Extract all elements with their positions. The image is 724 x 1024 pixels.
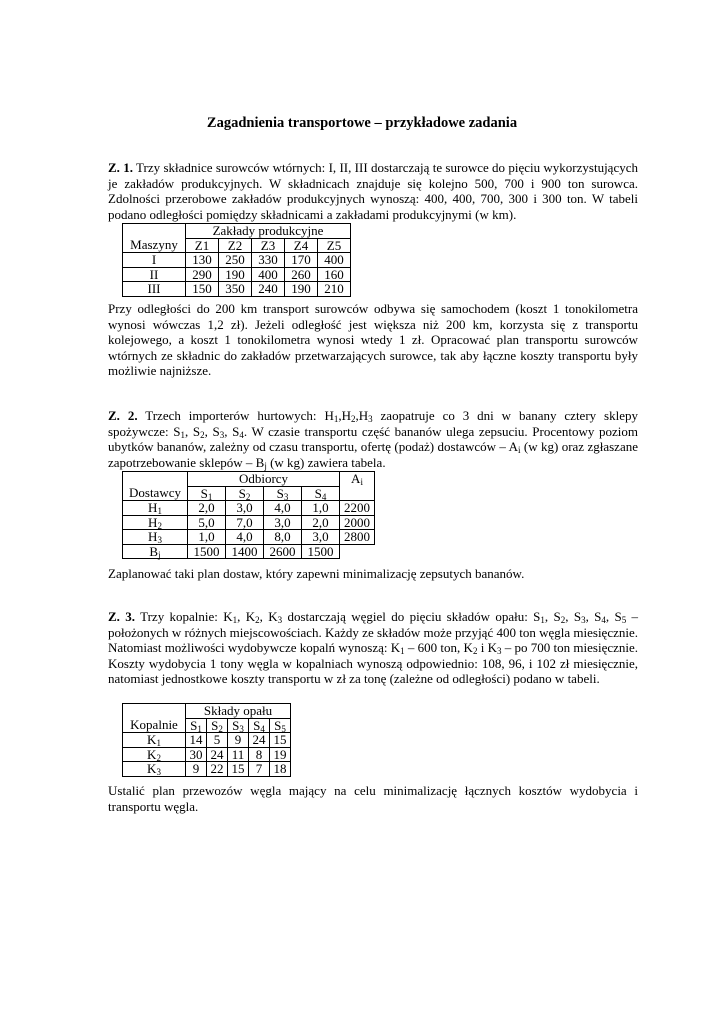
z2-supply: 2000 <box>340 515 375 530</box>
z2-cell: 8,0 <box>264 530 302 545</box>
z3-group-header: Składy opału <box>186 704 291 719</box>
z1-cell: 170 <box>285 253 318 268</box>
z2-row-letter: H <box>148 529 158 544</box>
z3-col-header <box>186 718 207 733</box>
z2-cell: 3,0 <box>302 530 340 545</box>
z3-col-header <box>249 718 270 733</box>
z2-col-letter: S <box>276 485 284 501</box>
z1-cell: 160 <box>318 267 351 282</box>
z3-col-header <box>207 718 228 733</box>
z2-col-header <box>226 486 264 501</box>
subscript: 3 <box>496 646 502 656</box>
z1-cell: 290 <box>186 267 219 282</box>
z2-text: . W czasie transportu część bananów ulega zepsuciu. Procentowy poziom ubytków bananów, zależny od czasu transportu, ofertę (podaż) dostawców – A <box>108 423 638 454</box>
subscript: 2 <box>560 615 566 625</box>
z2-cell: 4,0 <box>264 501 302 516</box>
z2-col-letter: S <box>314 485 322 501</box>
z3-text: , K <box>259 609 278 624</box>
z3-text: , S <box>585 609 602 624</box>
subscript: 2 <box>156 752 161 763</box>
subscript: 3 <box>239 723 244 734</box>
z3-cell: 24 <box>207 747 228 762</box>
table-row <box>123 733 291 748</box>
subscript: 1 <box>333 414 339 424</box>
subscript: 3 <box>219 429 225 440</box>
subscript: 5 <box>621 615 627 625</box>
z3-col-header <box>228 718 249 733</box>
page-title: Zagadnienia transportowe – przykładowe zadania <box>206 115 518 131</box>
z2-col-header <box>264 486 302 501</box>
z2-supply: 2200 <box>340 501 375 516</box>
subscript: 5 <box>281 723 286 734</box>
z1-col-header: Z1 <box>186 238 219 253</box>
z3-cell: 8 <box>249 747 270 762</box>
z2-col-header <box>188 486 226 501</box>
z3-text: , K <box>237 609 256 624</box>
z1-cell: 190 <box>219 267 252 282</box>
subscript: 3 <box>277 615 283 625</box>
z1-row-label: II <box>123 267 186 282</box>
subscript: 1 <box>197 723 202 734</box>
z2-supply-blank <box>340 486 375 501</box>
z2-demand-label <box>123 544 188 559</box>
z2-cell: 7,0 <box>226 515 264 530</box>
table-row <box>123 267 351 282</box>
z1-row-label: III <box>123 282 186 297</box>
table-row <box>123 282 351 297</box>
z3-text: i K <box>477 640 497 655</box>
z1-col-header: Z3 <box>252 238 285 253</box>
z1-row-header: Maszyny <box>123 238 186 253</box>
z2-col-letter: S <box>238 485 246 501</box>
table-row <box>123 762 291 777</box>
z2-label: Z. 2. <box>108 408 138 423</box>
z1-cell: 400 <box>318 253 351 268</box>
z2-row-label <box>123 515 188 530</box>
z2-cell: 3,0 <box>264 515 302 530</box>
z2-col-letter: S <box>200 485 208 501</box>
z2-demand-letter: B <box>149 543 159 559</box>
z3-intro <box>108 609 638 687</box>
z3-cell: 30 <box>186 747 207 762</box>
subscript: 3 <box>157 535 162 545</box>
z2-row-letter: H <box>148 500 158 515</box>
z2-demand: 1500 <box>302 544 340 559</box>
subscript: 2 <box>245 491 251 502</box>
z3-row-label <box>123 762 186 777</box>
z3-cell: 22 <box>207 762 228 777</box>
z1-col-header: Z2 <box>219 238 252 253</box>
z2-demand: 1400 <box>226 544 264 559</box>
z2-row-header: Dostawcy <box>123 486 188 501</box>
z3-cell: 11 <box>228 747 249 762</box>
z2-demand: 1500 <box>188 544 226 559</box>
subscript: 2 <box>157 520 162 531</box>
z1-outro: Przy odległości do 200 km transport surowców odbywa się samochodem (koszt 1 tonokilometra wynosi wówczas 1,2 zł). Jeżeli odległość jest większa niż 200 km, korzysta się z transportu kolejowego, a koszt 1 tonokilometra wynosi wtedy 1 zł. Opracować plan transportu surowców wtórnych ze składnic do zakładów przetwarzających surowce, tak aby łączne koszty transportu były możliwie najniższe. <box>108 301 638 378</box>
z3-cell: 5 <box>207 733 228 748</box>
z1-group-header: Zakłady produkcyjne <box>186 224 351 239</box>
z3-col-letter: S <box>232 717 240 733</box>
z1-cell: 350 <box>219 282 252 297</box>
subscript: 4 <box>601 615 606 625</box>
table-row <box>123 747 291 762</box>
z3-table <box>122 703 291 777</box>
z2-col-header <box>302 486 340 501</box>
z1-table <box>122 223 351 297</box>
z2-text: , S <box>185 423 201 439</box>
z2-cell: 2,0 <box>302 515 340 530</box>
z1-intro <box>108 160 638 222</box>
z2-supply: 2800 <box>340 530 375 545</box>
z2-corner <box>123 472 188 487</box>
table-row <box>123 530 375 545</box>
table-row <box>123 501 375 516</box>
z3-cell: 9 <box>228 733 249 748</box>
z1-cell: 150 <box>186 282 219 297</box>
z3-col-letter: S <box>211 717 219 733</box>
z1-cell: 330 <box>252 253 285 268</box>
z2-supply-letter: A <box>351 471 361 487</box>
z2-text: (w kg) zawiera tabela. <box>266 454 386 470</box>
subscript: i <box>517 445 521 455</box>
z3-text: , S <box>605 609 622 624</box>
z1-col-header: Z5 <box>318 238 351 253</box>
z2-empty <box>340 544 375 559</box>
z2-text: zaopatruje co 3 dni w banany cztery sklepy spożywcze: S <box>108 408 639 439</box>
z3-col-letter: S <box>190 717 198 733</box>
z3-col-letter: S <box>274 717 282 733</box>
z2-demand: 2600 <box>264 544 302 559</box>
subscript: 2 <box>200 429 205 440</box>
z3-row-label <box>123 733 186 748</box>
z3-row-letter: K <box>147 746 157 762</box>
z2-text: (w kg) oraz zgłaszane zapotrzebowanie sklepów – B <box>108 439 638 470</box>
z3-text: – po 700 ton miesięcznie. Koszty wydobycia 1 tony węgla w kopalniach wynoszą odpowiednio: 108, 96, i 102 zł miesięcznie, natomiast jednostkowe koszty transportu w zł za tonę (zależne od odległości) podano w tabeli. <box>108 640 639 686</box>
subscript: j <box>158 549 161 560</box>
z1-cell: 210 <box>318 282 351 297</box>
z3-row-letter: K <box>147 732 157 747</box>
z2-text: ,H <box>355 408 369 423</box>
z3-label: Z. 3. <box>108 609 136 624</box>
z3-row-header: Kopalnie <box>123 718 186 733</box>
subscript: 2 <box>350 414 356 424</box>
z1-cell: 260 <box>285 267 318 282</box>
subscript: 3 <box>156 767 161 777</box>
z3-cell: 19 <box>270 747 291 762</box>
z2-text: ,H <box>338 408 351 423</box>
z3-row-letter: K <box>147 761 157 776</box>
subscript: j <box>264 460 267 471</box>
z1-cell: 400 <box>252 267 285 282</box>
z1-col-header: Z4 <box>285 238 318 253</box>
z2-text: , S <box>224 423 240 439</box>
z2-intro <box>108 408 638 470</box>
subscript: 3 <box>283 491 289 502</box>
z3-cell: 15 <box>270 733 291 748</box>
z3-corner <box>123 704 186 719</box>
subscript: 1 <box>540 615 545 625</box>
subscript: 4 <box>321 491 327 502</box>
z2-cell: 5,0 <box>188 515 226 530</box>
table-row <box>123 253 351 268</box>
z1-intro-text: Trzy składnice surowców wtórnych: I, II, III dostarczają te surowce do pięciu wykorzystujących je zakładów produkcyjnych. W składnicach znajduje się kolejno 500, 700 i 900 ton surowca. Zdolności przerobowe zakładów produkcyjnych wynoszą: 400, 400, 700, 300 i 300 ton. W tabeli podano odległości pomiędzy składnicami a zakładami produkcyjnymi (w km). <box>108 160 638 222</box>
z1-cell: 240 <box>252 282 285 297</box>
z3-text: dostarczają węgiel do pięciu składów opału: S <box>282 609 541 624</box>
subscript: 3 <box>581 615 586 625</box>
subscript: 2 <box>472 646 478 656</box>
subscript: 3 <box>368 414 373 424</box>
subscript: 1 <box>180 429 185 440</box>
z2-row-letter: H <box>148 514 158 530</box>
z3-text: , S <box>565 609 582 624</box>
z3-text: – 600 ton, K <box>404 640 473 655</box>
z2-supply-header <box>340 472 375 487</box>
z1-cell: 250 <box>219 253 252 268</box>
z1-cell: 190 <box>285 282 318 297</box>
z1-row-label: I <box>123 253 186 268</box>
z2-cell: 1,0 <box>302 501 340 516</box>
z3-text: , S <box>544 609 561 624</box>
subscript: 4 <box>239 429 244 440</box>
subscript: 1 <box>232 615 238 625</box>
subscript: 2 <box>255 615 260 625</box>
z2-cell: 2,0 <box>188 501 226 516</box>
z2-outro: Zaplanować taki plan dostaw, który zapewni minimalizację zepsutych bananów. <box>108 566 525 581</box>
table-row <box>123 515 375 530</box>
z2-cell: 3,0 <box>226 501 264 516</box>
subscript: 1 <box>207 491 213 502</box>
z2-row-label <box>123 530 188 545</box>
subscript: 2 <box>218 723 223 734</box>
z2-table <box>122 471 375 559</box>
z2-row-label <box>123 501 188 516</box>
z3-cell: 9 <box>186 762 207 777</box>
z3-text: – położonych w różnych miejscowościach. Każdy ze składów może przyjąć 400 ton węgla miesięcznie. Natomiast możliwości wydobywcze kopalń wynoszą: K <box>108 609 639 655</box>
z3-text: Trzy kopalnie: K <box>135 609 233 624</box>
z2-text: , S <box>204 423 220 439</box>
z1-label: Z. 1. <box>108 160 133 175</box>
z3-cell: 24 <box>249 733 270 748</box>
z2-cell: 1,0 <box>188 530 226 545</box>
subscript: 1 <box>157 506 162 516</box>
z3-outro: Ustalić plan przewozów węgla mający na celu minimalizację łącznych kosztów wydobycia i transportu węgla. <box>108 783 638 814</box>
z2-text: Trzech importerów hurtowych: H <box>137 408 334 423</box>
subscript: 1 <box>156 738 161 748</box>
z3-cell: 14 <box>186 733 207 748</box>
table-row <box>123 544 375 559</box>
z1-cell: 130 <box>186 253 219 268</box>
z3-cell: 15 <box>228 762 249 777</box>
z2-cell: 4,0 <box>226 530 264 545</box>
subscript: 1 <box>400 646 405 656</box>
subscript: 4 <box>260 723 265 734</box>
z3-cell: 18 <box>270 762 291 777</box>
z2-group-header: Odbiorcy <box>188 472 340 487</box>
z3-row-label <box>123 747 186 762</box>
z1-corner <box>123 224 186 239</box>
z3-col-letter: S <box>253 717 261 733</box>
z3-col-header <box>270 718 291 733</box>
subscript: i <box>360 477 363 488</box>
z3-cell: 7 <box>249 762 270 777</box>
